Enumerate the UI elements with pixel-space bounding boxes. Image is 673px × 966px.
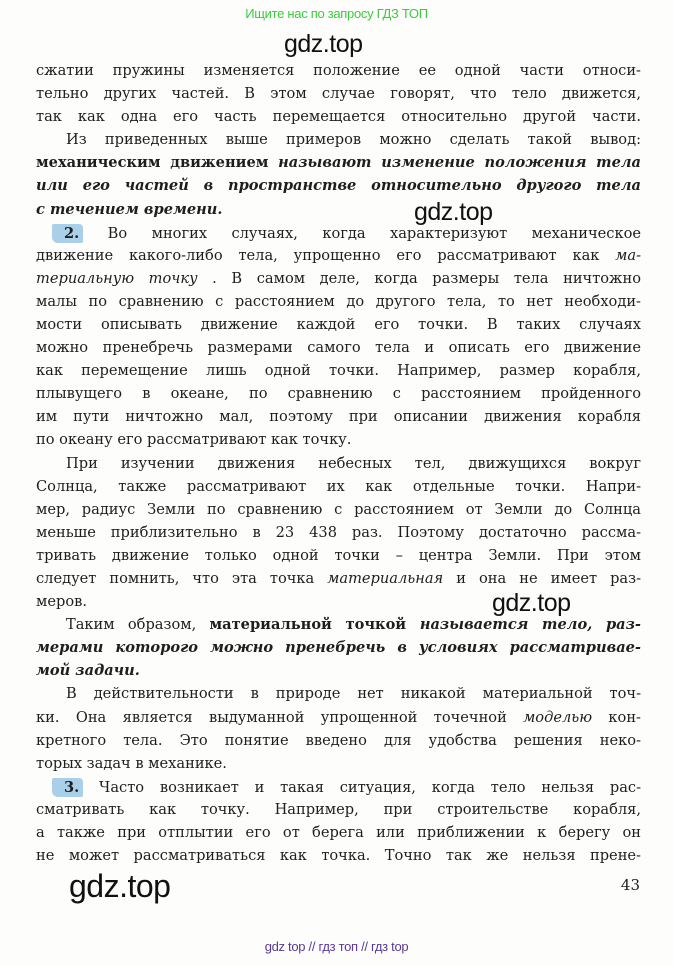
text-line	[66, 131, 641, 154]
text-segment: . В самом деле, когда размеры тела ничтожно	[197, 269, 641, 287]
text-line	[36, 593, 641, 616]
emphasized-text: или его частей в пространстве относительно другого тела	[36, 177, 641, 195]
page-number: 43	[620, 876, 640, 894]
text-line	[66, 224, 641, 247]
text-segment: так как одна его часть перемещается относительно другой части.	[36, 108, 641, 126]
emphasized-text: мерами которого можно пренебречь в условиях рассматривае-	[36, 639, 641, 657]
text-line	[36, 62, 641, 85]
text-line	[66, 778, 641, 801]
text-line	[36, 177, 641, 200]
text-line	[36, 824, 641, 847]
text-line	[36, 478, 641, 501]
text-segment: плывущего в океане, по сравнению с расстоянием пройденного	[36, 385, 641, 403]
text-line	[36, 755, 641, 778]
gdz-watermark: gdz.top	[414, 198, 493, 226]
text-line	[36, 662, 641, 685]
text-segment: меров.	[36, 593, 87, 611]
text-line	[36, 709, 641, 732]
gdz-watermark: gdz.top	[284, 30, 363, 58]
text-line	[36, 385, 641, 408]
emphasized-text: моделью	[523, 708, 593, 726]
text-line	[36, 431, 641, 454]
text-segment: тельно других частей. В этом случае говорят, что тело движется,	[36, 85, 641, 103]
gdz-watermark: gdz.top	[69, 868, 171, 904]
text-line	[36, 501, 641, 524]
text-segment: При изучении движения небесных тел, движущихся вокруг	[66, 454, 641, 472]
search-banner-watermark: Ищите нас по запросу ГДЗ ТОП	[245, 6, 428, 21]
text-segment: как перемещение лишь одной точки. Например, размер корабля,	[36, 362, 641, 380]
text-segment: следует помнить, что эта точка	[36, 569, 328, 587]
bottom-banner-watermark: gdz top // гдз топ // гдз top	[264, 939, 409, 954]
text-line	[36, 570, 641, 593]
text-line	[36, 339, 641, 362]
text-segment: движение какого-либо тела, упрощенно его рассматривают как	[36, 246, 616, 264]
text-segment: по океану его рассматривают как точку.	[36, 431, 352, 449]
text-line	[36, 108, 641, 131]
text-segment: кон-	[592, 708, 641, 726]
text-line	[36, 847, 641, 870]
text-line	[66, 455, 641, 478]
text-line	[36, 154, 641, 177]
text-segment: кретного тела. Это понятие введено для удобства решения неко-	[36, 731, 641, 749]
text-segment: Солнца, также рассматривают их как отдельные точки. Напри-	[36, 477, 641, 495]
text-line	[36, 362, 641, 385]
section-number-badge: 3.	[52, 778, 83, 797]
gdz-watermark: gdz.top	[492, 589, 571, 617]
text-line	[36, 524, 641, 547]
emphasized-text: материальная	[327, 569, 444, 587]
text-line	[36, 85, 641, 108]
text-line	[36, 270, 641, 293]
text-line	[36, 732, 641, 755]
text-segment: Во многих случаях, когда характеризуют механическое	[83, 224, 641, 242]
section-number-badge: 2.	[52, 224, 83, 243]
text-segment: и она не имеет раз-	[443, 569, 641, 587]
text-segment: малы по сравнению с расстоянием до другого тела, то нет необходи-	[36, 292, 641, 310]
text-segment: Таким образом,	[66, 616, 210, 634]
emphasized-text: териальную точку	[36, 269, 198, 287]
emphasized-text: называется тело, раз-	[419, 616, 641, 634]
text-line	[36, 547, 641, 570]
text-segment: В действительности в природе нет никакой материальной точ-	[66, 685, 641, 703]
text-segment: можно пренебречь размерами самого тела и описать его движение	[36, 339, 641, 357]
text-segment: мости описывать движение каждой его точки. В таких случаях	[36, 315, 641, 333]
text-segment: ки. Она является выдуманной упрощенной точечной	[36, 708, 524, 726]
emphasized-text: механическим движением	[36, 154, 279, 172]
text-segment: сматривать как точку. Например, при строительстве корабля,	[36, 800, 641, 818]
text-line	[36, 408, 641, 431]
text-segment: им пути ничтожно мал, поэтому при описании движения корабля	[36, 408, 641, 426]
text-line	[36, 639, 641, 662]
text-segment: тривать движение только одной точки – центра Земли. При этом	[36, 546, 641, 564]
text-segment: а также при отплытии его от берега или приближении к берегу он	[36, 823, 641, 841]
text-segment: сжатии пружины изменяется положение ее одной части относи-	[36, 62, 641, 79]
text-line	[66, 685, 641, 708]
emphasized-text: материальной точкой	[209, 616, 420, 634]
emphasized-text: мой задачи.	[36, 662, 140, 680]
text-line	[36, 201, 641, 224]
emphasized-text: ма-	[615, 246, 641, 264]
text-segment: Часто возникает и такая ситуация, когда тело нельзя рас-	[83, 778, 641, 796]
emphasized-text: называют изменение положения тела	[278, 154, 642, 172]
text-line	[36, 316, 641, 339]
text-line	[36, 801, 641, 824]
text-line	[66, 616, 641, 639]
text-segment: Из приведенных выше примеров можно сделать такой вывод:	[66, 131, 641, 149]
text-line	[36, 293, 641, 316]
emphasized-text: с течением времени.	[36, 200, 223, 218]
text-segment: мер, радиус Земли по сравнению с расстоянием от Земли до Солнца	[36, 500, 641, 518]
text-segment: не может рассматриваться как точка. Точно так же нельзя прене-	[36, 847, 641, 865]
text-line	[36, 247, 641, 270]
text-segment: торых задач в механике.	[36, 754, 227, 772]
text-segment: меньше приблизительно в 23 438 раз. Поэтому достаточно рассма-	[36, 523, 641, 541]
